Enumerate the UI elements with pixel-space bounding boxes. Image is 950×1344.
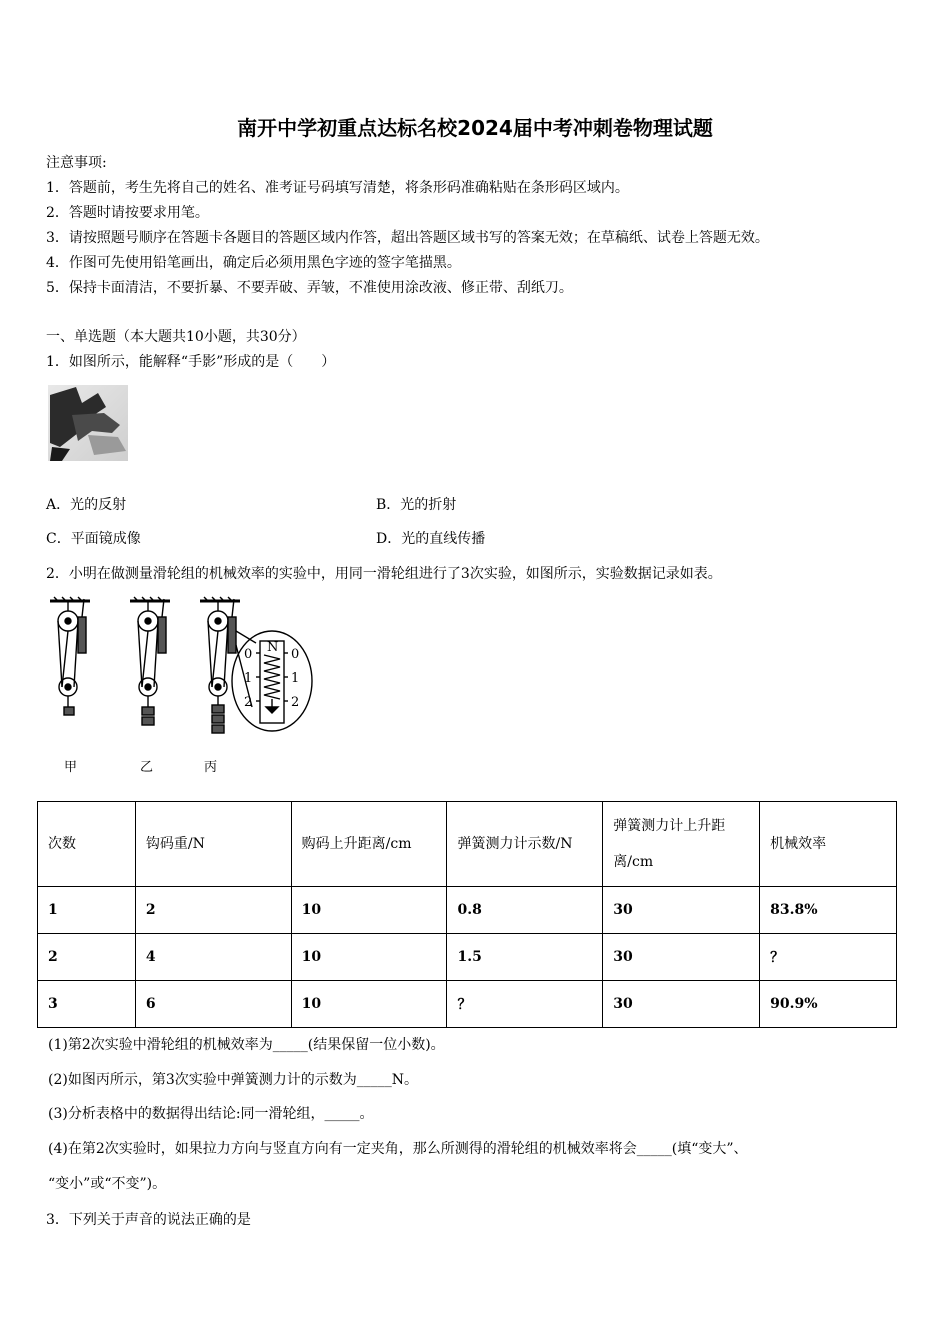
notice-item: 5．保持卡面清洁，不要折暴、不要弄破、弄皱，不准使用涂改液、修正带、刮纸刀。 xyxy=(46,280,573,296)
subquestion: (1)第2次实验中滑轮组的机械效率为_____(结果保留一位小数)。 xyxy=(48,1037,445,1053)
scale-mark: 0 xyxy=(291,647,300,662)
figure-label-bing: 丙 xyxy=(204,760,218,775)
notice-item: 4．作图可先使用铅笔画出，确定后必须用黑色字迹的签字笔描黑。 xyxy=(46,255,461,271)
table-cell: 3 xyxy=(38,981,136,1028)
table-cell: 30 xyxy=(603,934,760,981)
table-cell: 1 xyxy=(38,887,136,934)
table-cell: ？ xyxy=(760,934,897,981)
table-cell: 4 xyxy=(135,934,291,981)
pulley-experiment-figure xyxy=(40,595,320,755)
subquestion: “变小”或“不变”)。 xyxy=(48,1176,167,1192)
option-d: D．光的直线传播 xyxy=(376,531,486,547)
figure-label-yi: 乙 xyxy=(140,760,154,775)
table-row xyxy=(38,887,897,934)
notice-item: 3．请按照题号顺序在答题卡各题目的答题区域内作答，超出答题区域书写的答案无效；在草稿纸、试卷上答题无效。 xyxy=(46,230,769,246)
table-cell: 90.9% xyxy=(760,981,897,1028)
scale-mark: 2 xyxy=(291,695,300,710)
table-cell: 30 xyxy=(603,887,760,934)
table-cell: 30 xyxy=(603,981,760,1028)
notice-heading: 注意事项: xyxy=(46,155,107,171)
experiment-data-table xyxy=(37,801,897,1028)
page-title: 南开中学初重点达标名校2024届中考冲刺卷物理试题 xyxy=(237,116,713,140)
table-header-row xyxy=(38,802,897,887)
section-heading: 一、单选题（本大题共10小题，共30分） xyxy=(46,329,306,345)
table-header-cell: 购码上升距离/cm xyxy=(291,802,447,887)
table-cell: 10 xyxy=(291,887,447,934)
subquestion: (3)分析表格中的数据得出结论:同一滑轮组，_____。 xyxy=(48,1106,374,1122)
table-header-cell: 弹簧测力计示数/N xyxy=(447,802,603,887)
scale-mark: 1 xyxy=(291,671,300,686)
question-2-stem: 2．小明在做测量滑轮组的机械效率的实验中，用同一滑轮组进行了3次实验，如图所示，实验数据记录如表。 xyxy=(46,566,722,582)
table-cell: 2 xyxy=(38,934,136,981)
subquestion: (4)在第2次实验时，如果拉力方向与竖直方向有一定夹角，那么所测得的滑轮组的机械效率将会_____(填“变大”、 xyxy=(48,1141,748,1157)
question-1-stem: 1．如图所示，能解释“手影”形成的是（ ） xyxy=(46,354,336,370)
option-c: C．平面镜成像 xyxy=(46,531,141,547)
table-cell: 0.8 xyxy=(447,887,603,934)
question-3-stem: 3．下列关于声音的说法正确的是 xyxy=(46,1212,251,1228)
subquestion: (2)如图丙所示，第3次实验中弹簧测力计的示数为_____N。 xyxy=(48,1072,418,1088)
table-row xyxy=(38,934,897,981)
scale-mark: 0 xyxy=(244,647,253,662)
table-row xyxy=(38,981,897,1028)
option-b: B．光的折射 xyxy=(376,497,457,513)
table-header-cell: 钩码重/N xyxy=(135,802,291,887)
figure-label-jia: 甲 xyxy=(64,760,78,775)
table-cell: 10 xyxy=(291,934,447,981)
scale-mark: 2 xyxy=(244,695,253,710)
table-cell: 10 xyxy=(291,981,447,1028)
scale-mark: N xyxy=(267,640,279,655)
table-cell: 83.8% xyxy=(760,887,897,934)
notice-item: 2．答题时请按要求用笔。 xyxy=(46,205,209,221)
hand-shadow-image xyxy=(48,385,128,461)
table-header-cell: 机械效率 xyxy=(760,802,897,887)
scale-mark: 1 xyxy=(244,671,253,686)
table-cell: 6 xyxy=(135,981,291,1028)
table-header-cell: 弹簧测力计上升距离/cm xyxy=(603,802,760,887)
notice-item: 1．答题前，考生先将自己的姓名、准考证号码填写清楚，将条形码准确粘贴在条形码区域内。 xyxy=(46,180,629,196)
table-cell: ？ xyxy=(447,981,603,1028)
table-header-cell: 次数 xyxy=(38,802,136,887)
option-a: A．光的反射 xyxy=(46,497,127,513)
table-cell: 1.5 xyxy=(447,934,603,981)
table-cell: 2 xyxy=(135,887,291,934)
